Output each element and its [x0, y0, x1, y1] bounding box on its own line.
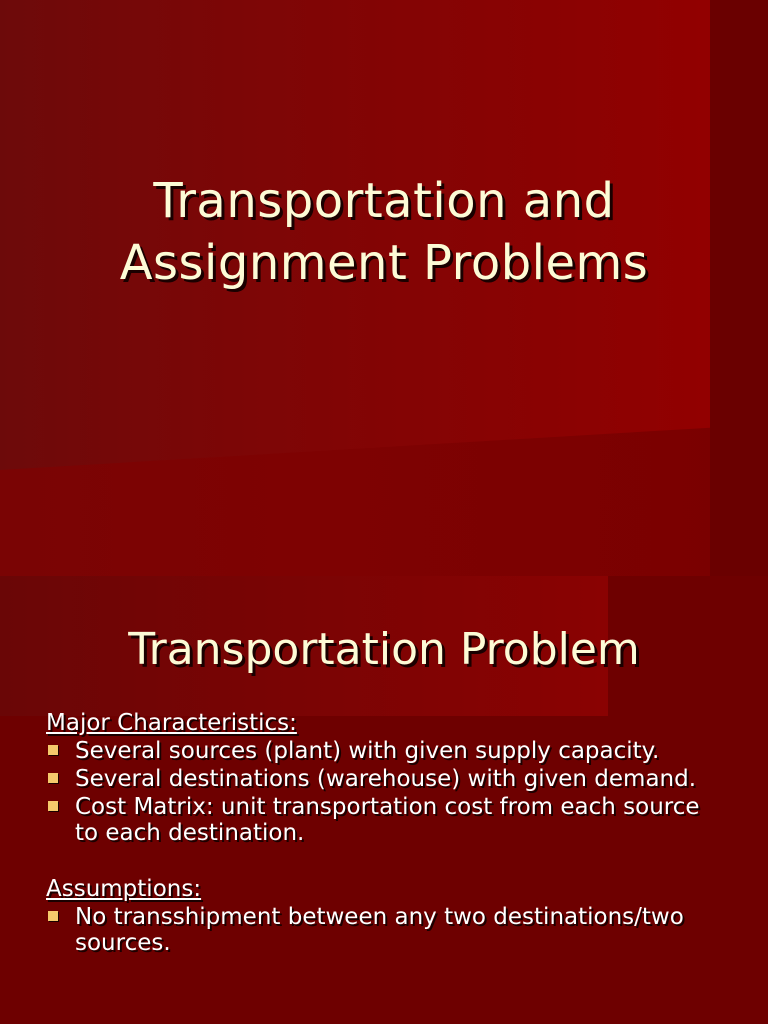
square-bullet-icon — [48, 801, 58, 811]
list-item — [46, 738, 726, 764]
list-item — [46, 904, 726, 956]
characteristics-list — [46, 738, 726, 846]
spacer — [46, 846, 726, 876]
title-line-1: Transportation and — [153, 173, 615, 229]
slide-title-heading — [0, 170, 768, 294]
list-item-text: Cost Matrix: unit transportation cost from each source to each destination. — [75, 794, 700, 846]
assumptions-list — [46, 904, 726, 956]
square-bullet-icon — [48, 773, 58, 783]
list-item-text: Several sources (plant) with given supply capacity. — [75, 738, 660, 764]
slide-body — [46, 710, 726, 956]
slide-transportation-problem — [0, 576, 768, 1024]
slide-heading: Transportation Problem — [128, 624, 640, 675]
assumptions-heading: Assumptions: — [46, 876, 202, 902]
list-item — [46, 794, 726, 846]
list-item — [46, 766, 726, 792]
title-line-2: Assignment Problems — [119, 235, 649, 291]
list-item-text: No transshipment between any two destinations/two sources. — [75, 904, 684, 956]
square-bullet-icon — [48, 911, 58, 921]
square-bullet-icon — [48, 745, 58, 755]
characteristics-heading: Major Characteristics: — [46, 710, 297, 736]
list-item-text: Several destinations (warehouse) with given demand. — [75, 766, 697, 792]
